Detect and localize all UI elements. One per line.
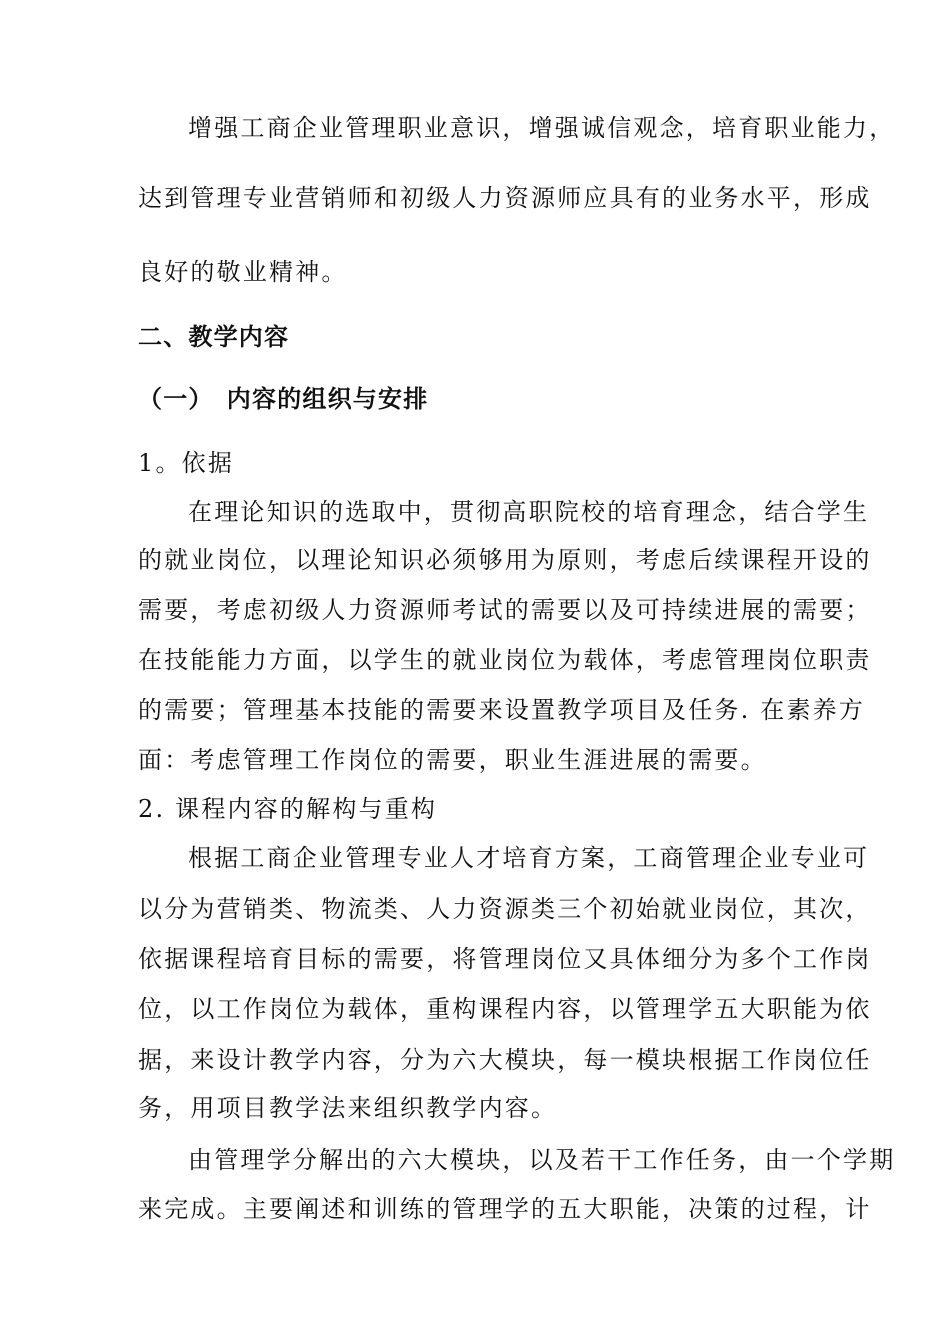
item2-heading: 2. 课程内容的解构与重构 <box>138 795 438 823</box>
item2-p1-line-5: 据，来设计教学内容，分为六大模块，每一模块根据工作岗位任 <box>138 1046 872 1074</box>
subsection-heading: （一） 内容的组织与安排 <box>138 385 429 413</box>
item2-p1-line-6: 务，用项目教学法来组织教学内容。 <box>138 1094 558 1122</box>
section-heading: 二、教学内容 <box>138 323 290 351</box>
item1-line-4: 在技能能力方面，以学生的就业岗位为载体，考虑管理岗位职责 <box>138 646 872 674</box>
item1-heading: 1。依据 <box>138 449 235 477</box>
item2-p1-line-3: 依据课程培育目标的需要，将管理岗位又具体细分为多个工作岗 <box>138 945 872 973</box>
intro-line-2: 达到管理专业营销师和初级人力资源师应具有的业务水平，形成 <box>138 184 872 212</box>
item2-p1-line-2: 以分为营销类、物流类、人力资源类三个初始就业岗位，其次， <box>138 895 872 923</box>
item2-p2-line-2: 来完成。主要阐述和训练的管理学的五大职能，决策的过程，计 <box>138 1195 872 1223</box>
item1-line-2: 的就业岗位，以理论知识必须够用为原则，考虑后续课程开设的 <box>138 546 872 574</box>
item2-p1-line-4: 位，以工作岗位为载体，重构课程内容，以管理学五大职能为依 <box>138 995 872 1023</box>
item2-p2-line-1: 由管理学分解出的六大模块，以及若干工作任务，由一个学期 <box>188 1146 896 1174</box>
item1-line-6: 面：考虑管理工作岗位的需要，职业生涯进展的需要。 <box>138 746 767 774</box>
intro-line-3: 良好的敬业精神。 <box>138 258 348 286</box>
item1-line-5: 的需要；管理基本技能的需要来设置教学项目及任务. 在素养方 <box>138 696 866 724</box>
item1-line-1: 在理论知识的选取中，贯彻高职院校的培育理念，结合学生 <box>188 498 870 526</box>
intro-line-1: 增强工商企业管理职业意识，增强诚信观念，培育职业能力， <box>188 114 896 142</box>
item1-line-3: 需要，考虑初级人力资源师考试的需要以及可持续进展的需要； <box>138 596 872 624</box>
item2-p1-line-1: 根据工商企业管理专业人才培育方案，工商管理企业专业可 <box>188 844 870 872</box>
